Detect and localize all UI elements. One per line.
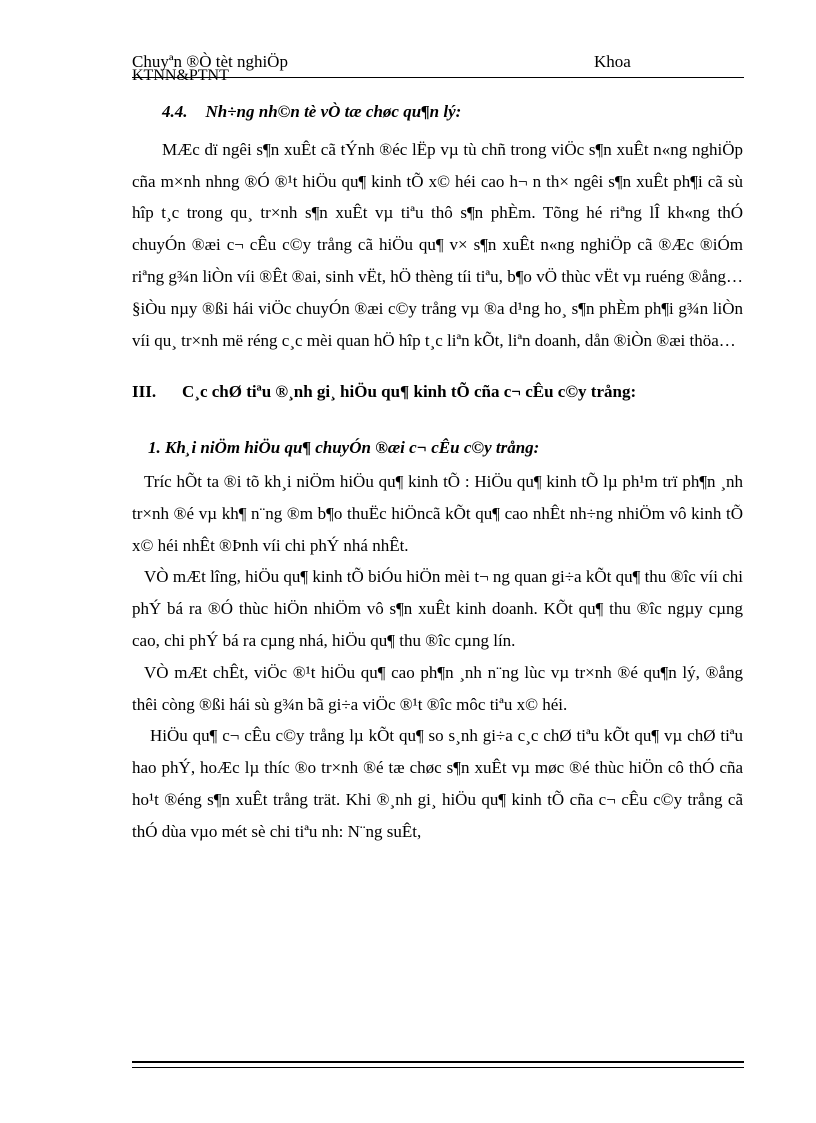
paragraph-quantity-aspect: VÒ mÆt lîng, hiÖu qu¶ kinh tÕ biÓu hiÖn mèi t¬ ng quan gi÷a kÕt qu¶ thu ®îc víi chi phÝ bá ra ®Ó thùc hiÖn nhiÖm vô s¶n xuÊt kinh doanh. KÕt qu¶ thu ®îc ngµy cµng cao, chi phÝ bá ra cµng nhá, hiÖu qu¶ thu ®îc cµng lín.	[132, 567, 743, 650]
document-body	[132, 96, 743, 848]
section-title: C¸c chØ tiªu ®¸nh gi¸ hiÖu qu¶ kinh tÕ cña c¬ cÊu c©y trång:	[182, 382, 637, 402]
paragraph-organization-factors: MÆc dï ngêi s¶n xuÊt cã tÝnh ®éc lËp vµ tù chñ trong viÖc s¶n xuÊt n«ng nghiÖp cña m×nh nhng ®Ó ®¹t hiÖu qu¶ kinh tÕ x© héi cao h¬ n th× ngêi s¶n xuÊt ph¶i cã sù hîp t¸c trong qu¸ tr×nh s¶n xuÊt vµ tiªu thô s¶n phÈm. Tõng hé riªng lÎ kh«ng thÓ chuyÓn ®æi c¬ cÊu c©y trång cã hiÖu qu¶ v× s¶n xuÊt n«ng nghiÖp cã ®Æc ®iÓm riªng g¾n liÒn víi ®Êt ®ai, sinh vËt, hÖ thèng tíi tiªu, b¶o vÖ thùc vËt vµ ruéng ®ång…§iÒu nµy ®ßi hái viÖc chuyÓn ®æi c©y trång vµ ®a d¹ng ho¸ s¶n phÈm ph¶i g¾n liÒn víi qu¸ tr×nh më réng c¸c mèi quan hÖ hîp t¸c liªn kÕt, liªn doanh, dån ®iÒn ®æi thöa…	[132, 139, 743, 350]
footer-divider	[132, 1061, 744, 1068]
subsection-title: Nh÷ng nh©n tè vÒ tæ chøc qu¶n lý:	[205, 102, 462, 121]
item-heading	[132, 432, 743, 464]
header-department-code: KTNN&PTNT	[132, 67, 229, 84]
subsection-heading	[132, 96, 743, 128]
section-heading	[132, 376, 743, 408]
paragraph-quality-aspect: VÒ mÆt chÊt, viÖc ®¹t hiÖu qu¶ cao ph¶n ¸nh n¨ng lùc vµ tr×nh ®é qu¶n lý, ®ång thêi còng ®ßi hái sù g¾n bã gi÷a viÖc ®¹t ®îc môc tiªu x© héi.	[132, 662, 743, 714]
header-divider	[132, 77, 744, 78]
header-faculty-label: Khoa	[594, 52, 631, 71]
header-thesis-label: Chuyªn ®Ò tèt nghiÖp	[132, 52, 288, 71]
section-number: III.	[132, 382, 157, 402]
item-number: 1.	[148, 438, 161, 458]
subsection-number: 4.4.	[162, 102, 188, 121]
item-title: Kh¸i niÖm hiÖu qu¶ chuyÓn ®æi c¬ cÊu c©y trång:	[165, 438, 540, 458]
page-header	[132, 52, 742, 94]
paragraph-efficiency-concept: Tríc hÕt ta ®i tõ kh¸i niÖm hiÖu qu¶ kinh tÕ : HiÖu qu¶ kinh tÕ lµ ph¹m trï ph¶n ¸nh tr×nh ®é vµ kh¶ n¨ng ®m b¶o thuËc hiÖncã kÕt qu¶ cao nhÊt nh÷ng nhiÖm vô kinh tÕ x© héi nhÊt ®Þnh víi chi phÝ nhá nhÊt.	[132, 471, 743, 555]
paragraph-crop-structure-efficiency: HiÖu qu¶ c¬ cÊu c©y trång lµ kÕt qu¶ so s¸nh gi÷a c¸c chØ tiªu kÕt qu¶ vµ chØ tiªu hao phÝ, hoÆc lµ thíc ®o tr×nh ®é tæ chøc s¶n xuÊt vµ møc ®é thùc hiÖn cô thÓ cña ho¹t ®éng s¶n xuÊt trång trät. Khi ®¸nh gi¸ hiÖu qu¶ kinh tÕ cña c¬ cÊu c©y trång cã thÓ dùa vµo mét sè chi tiªu nh: N¨ng suÊt,	[132, 726, 743, 841]
